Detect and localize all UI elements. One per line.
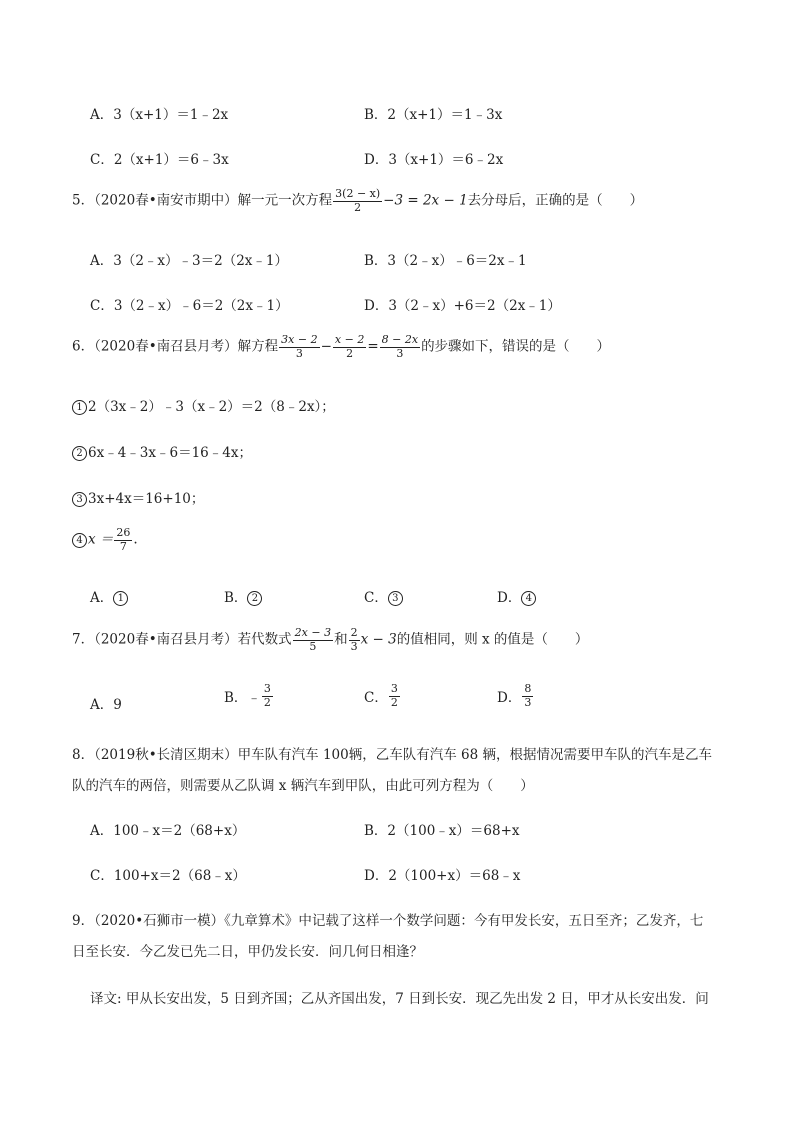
q7-option-c-fraction: $\frac{3}{2}$ bbox=[390, 682, 398, 709]
circled-3-icon: 3 bbox=[388, 591, 403, 606]
q8-option-b: B．2（100﹣x）＝68+x bbox=[364, 823, 520, 839]
question-9-line-2: 日至长安．今乙发已先二日，甲仍发长安．问几何日相逢？ bbox=[72, 944, 423, 960]
question-6-stem bbox=[72, 334, 610, 360]
q6-minus: − bbox=[320, 338, 332, 355]
q7-fraction-2: $\frac{2}{3}$ bbox=[350, 626, 358, 653]
circled-4-icon: 4 bbox=[72, 533, 87, 548]
q5-equation: −3 = 2x − 1 bbox=[383, 192, 468, 209]
q6-option-a: A． 1 bbox=[90, 586, 129, 606]
question-8-line-2: 队的汽车的两倍，则需要从乙队调 x 辆汽车到甲队，由此可列方程为（ ） bbox=[72, 778, 534, 794]
question-8-line-1: 8．（2019秋•长清区期末）甲车队有汽车 100辆，乙车队有汽车 68 辆，根据情况需要甲车队的汽车是乙车 bbox=[72, 747, 712, 763]
q4-option-d: D．3（x+1）＝6﹣2x bbox=[364, 152, 504, 168]
circled-1-icon: 1 bbox=[72, 400, 87, 415]
q5-option-a: A．3（2﹣x）﹣3＝2（2x﹣1） bbox=[90, 253, 289, 269]
q6-step-4-end: . bbox=[133, 531, 138, 548]
q7-option-d: D． $\frac{8}{3}$ bbox=[497, 682, 532, 709]
q6-prefix: 6．（2020春•南召县月考）解方程 bbox=[72, 338, 279, 355]
q8-option-a: A．100﹣x＝2（68+x） bbox=[90, 823, 246, 839]
q6-step-2-text: 6x﹣4﹣3x﹣6＝16﹣4x； bbox=[88, 445, 252, 461]
q6-step-2 bbox=[72, 441, 252, 461]
q7-suffix: 的值相同，则 x 的值是（ ） bbox=[396, 631, 589, 648]
q5-option-b: B．3（2﹣x）﹣6＝2x﹣1 bbox=[364, 253, 527, 269]
q6-suffix: 的步骤如下，错误的是（ ） bbox=[421, 338, 611, 355]
circled-4-icon: 4 bbox=[521, 591, 536, 606]
q5-prefix: 5．（2020春•南安市期中）解一元一次方程 bbox=[72, 192, 333, 209]
q6-option-b: B． 2 bbox=[224, 586, 263, 606]
q6-step-1-text: 2（3x﹣2）﹣3（x﹣2）＝2（8﹣2x）； bbox=[88, 399, 335, 415]
q8-option-d: D．2（100+x）＝68﹣x bbox=[364, 868, 521, 884]
q4-option-b: B．2（x+1）＝1﹣3x bbox=[364, 107, 503, 123]
q5-fraction: $\frac{3(2 - x)}{2}$ bbox=[335, 187, 381, 214]
question-5-stem bbox=[72, 188, 643, 214]
circled-1-icon: 1 bbox=[113, 591, 128, 606]
question-9-line-1: 9．（2020•石狮市一模）《九章算术》中记载了这样一个数学问题：今有甲发长安，五日至齐；乙发齐，七 bbox=[72, 913, 704, 929]
q5-option-c: C．3（2﹣x）﹣6＝2（2x﹣1） bbox=[90, 298, 289, 314]
q7-expr: x − 3 bbox=[360, 631, 397, 648]
question-9-translation: 译文: 甲从长安出发，5 日到齐国；乙从齐国出发，7 日到长安．现乙先出发 2 日，甲才从长安出发．问 bbox=[90, 991, 709, 1007]
q4-option-a: A．3（x+1）＝1﹣2x bbox=[90, 107, 229, 123]
q7-and: 和 bbox=[334, 631, 348, 648]
q6-fraction-3: $\frac{8 - 2x}{3}$ bbox=[381, 333, 419, 360]
q6-step-4-fraction: $\frac{26}{7}$ bbox=[116, 526, 131, 553]
circled-2-icon: 2 bbox=[72, 446, 87, 461]
question-7-stem bbox=[72, 627, 588, 653]
q6-step-3 bbox=[72, 487, 204, 507]
q6-step-4-text: x ＝ bbox=[88, 531, 114, 548]
circled-3-icon: 3 bbox=[72, 492, 87, 507]
q8-option-c: C．100+x＝2（68﹣x） bbox=[90, 868, 246, 884]
q7-option-a: A．9 bbox=[90, 697, 122, 713]
q6-step-1 bbox=[72, 395, 335, 415]
q7-option-d-fraction: $\frac{8}{3}$ bbox=[524, 682, 532, 709]
q5-option-d: D．3（2﹣x）+6＝2（2x﹣1） bbox=[364, 298, 561, 314]
q7-option-b: B．﹣ $\frac{3}{2}$ bbox=[224, 682, 271, 709]
q6-option-d: D． 4 bbox=[497, 586, 537, 606]
q6-fraction-2: $\frac{x - 2}{2}$ bbox=[334, 333, 365, 360]
q6-step-3-text: 3x+4x＝16+10； bbox=[88, 491, 205, 507]
q6-step-4 bbox=[72, 527, 138, 553]
q7-fraction-1: $\frac{2x - 3}{5}$ bbox=[294, 626, 332, 653]
q4-option-c: C．2（x+1）＝6﹣3x bbox=[90, 152, 229, 168]
q7-option-b-fraction: $\frac{3}{2}$ bbox=[263, 682, 271, 709]
q7-option-c: C． $\frac{3}{2}$ bbox=[364, 682, 398, 709]
q7-prefix: 7．（2020春•南召县月考）若代数式 bbox=[72, 631, 292, 648]
q6-fraction-1: $\frac{3x - 2}{3}$ bbox=[281, 333, 318, 360]
q5-suffix: 去分母后，正确的是（ ） bbox=[467, 192, 644, 209]
circled-2-icon: 2 bbox=[247, 591, 262, 606]
q6-option-c: C． 3 bbox=[364, 586, 404, 606]
q6-equals: = bbox=[367, 338, 379, 355]
